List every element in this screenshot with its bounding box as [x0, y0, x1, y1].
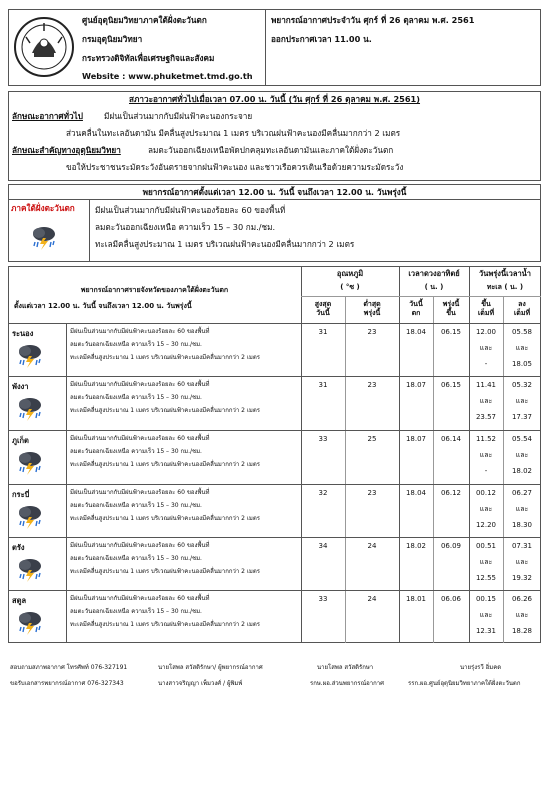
temp-header: อุณหภูมิ: [336, 269, 364, 278]
temp-unit: ( °ซ ): [340, 283, 360, 291]
region-label: ภาคใต้ฝั่งตะวันตก: [11, 203, 75, 213]
cell-high: 11.41: [475, 381, 497, 389]
head-forecast-title: รกษ.ผอ.ส่วนพยากรณ์อากาศ: [310, 680, 384, 687]
row-forecast-line: มีฝนเป็นส่วนมากกับมีฝนฟ้าคะนองร้อยละ 60 ของพื้นที่: [70, 381, 210, 388]
cell-set: 18.04: [405, 328, 427, 336]
sun-unit: ( น. ): [424, 283, 444, 291]
table-main-header-2: ตั้งแต่เวลา 12.00 น. วันนี้ จนถึงเวลา 12.00 น. วันพรุ่งนี้: [14, 302, 192, 310]
row-forecast-line: มีฝนเป็นส่วนมากกับมีฝนฟ้าคะนองร้อยละ 60 ของพื้นที่: [70, 542, 210, 549]
col-max: สูงสุด วันนี้: [314, 300, 332, 317]
cell-max: 33: [318, 435, 328, 443]
province-name: ตรัง: [12, 543, 25, 552]
cell-rise: 06.15: [440, 328, 462, 336]
issue-time: ออกประกาศเวลา 11.00 น.: [271, 34, 372, 44]
row-forecast-line: ทะเลมีคลื่นสูงประมาณ 1 เมตร บริเวณฝนฟ้าคะนองมีคลื่นมากกว่า 2 เมตร: [70, 407, 261, 414]
cell-low: และ: [515, 451, 529, 459]
header-divider: [265, 9, 266, 86]
cell-high: 23.57: [475, 413, 497, 421]
tmd-logo: [12, 13, 76, 81]
col-set: วันนี้ ตก: [409, 300, 423, 317]
cell-low: 17.37: [511, 413, 533, 421]
org-line-1: ศูนย์อุตุนิยมวิทยาภาคใต้ฝั่งตะวันตก: [82, 15, 207, 25]
cell-low: 05.32: [511, 381, 533, 389]
col-high: ขึ้น เต็มที่: [477, 300, 495, 317]
cell-low: และ: [515, 344, 529, 352]
row-forecast-line: มีฝนเป็นส่วนมากกับมีฝนฟ้าคะนองร้อยละ 60 ของพื้นที่: [70, 489, 210, 496]
weather-label: ลักษณะอากาศทั่วไป: [12, 111, 83, 121]
forecast-title: พยากรณ์อากาศประจำวัน ศุกร์ ที่ 26 ตุลาคม พ.ศ. 2561: [271, 15, 475, 25]
province-name: พังงา: [12, 382, 29, 391]
cell-high: และ: [479, 505, 493, 513]
cell-min: 23: [367, 489, 377, 497]
col-low: ลง เต็มที่: [513, 300, 531, 317]
typist-sig: นางสาวจริญญา เพ็มวงศ์ / ผู้พิมพ์: [158, 680, 243, 687]
cell-set: 18.07: [405, 381, 427, 389]
cell-rise: 06.14: [440, 435, 462, 443]
cell-high: 12.20: [475, 521, 497, 529]
cell-max: 34: [318, 542, 328, 550]
period-line-2: ลมตะวันออกเฉียงเหนือ ความเร็ว 15 – 30 กม./ชม.: [95, 222, 276, 232]
thunderstorm-icon: [16, 396, 44, 422]
row-forecast-line: ลมตะวันออกเฉียงเหนือ ความเร็ว 15 – 30 กม./ชม.: [70, 608, 202, 615]
cell-max: 33: [318, 595, 328, 603]
contact-phone: สอบถามสภาพอากาศ โทรศัพท์ 076-327191: [10, 664, 128, 671]
thunderstorm-icon: [30, 225, 58, 251]
contact-docs: ขอรับเอกสารพยากรณ์อากาศ 076-327343: [10, 680, 124, 687]
row-forecast-line: มีฝนเป็นส่วนมากกับมีฝนฟ้าคะนองร้อยละ 60 ของพื้นที่: [70, 435, 210, 442]
cell-max: 32: [318, 489, 328, 497]
cell-high: และ: [479, 344, 493, 352]
row-forecast-line: ทะเลมีคลื่นสูงประมาณ 1 เมตร บริเวณฝนฟ้าคะนองมีคลื่นมากกว่า 2 เมตร: [70, 568, 261, 575]
thunderstorm-icon: [16, 450, 44, 476]
cell-low: 05.58: [511, 328, 533, 336]
cell-low: 06.27: [511, 489, 533, 497]
cell-low: 18.30: [511, 521, 533, 529]
general-title: สภาวะอากาศทั่วไปเมื่อเวลา 07.00 น. วันนี้ (วัน ศุกร์ ที่ 26 ตุลาคม พ.ศ. 2561): [128, 94, 421, 104]
tide-sub: ทะเล ( น. ): [486, 283, 524, 291]
org-line-2: กรมอุตุนิยมวิทยา: [82, 34, 143, 44]
key-text-2: ขอให้ประชาชนระมัดระวังอันตรายจากฝนฟ้าคะนอง และชาวเรือควรเดินเรือด้วยความระมัดระวัง: [66, 162, 404, 172]
cell-rise: 06.15: [440, 381, 462, 389]
period-line-3: ทะเลมีคลื่นสูงประมาณ 1 เมตร บริเวณฝนฟ้าคะนองมีคลื่นมากกว่า 2 เมตร: [95, 239, 355, 249]
cell-low: 18.05: [511, 360, 533, 368]
thunderstorm-icon: [16, 504, 44, 530]
cell-max: 31: [318, 328, 328, 336]
cell-set: 18.01: [405, 595, 427, 603]
cell-low: 18.02: [511, 467, 533, 475]
cell-set: 18.07: [405, 435, 427, 443]
thunderstorm-icon: [16, 343, 44, 369]
org-line-3: กระทรวงดิจิทัลเพื่อเศรษฐกิจและสังคม: [82, 53, 215, 63]
website-text: Website : www.phuketmet.tmd.go.th: [82, 71, 253, 81]
cell-high: 12.00: [475, 328, 497, 336]
cell-low: และ: [515, 611, 529, 619]
cell-low: และ: [515, 397, 529, 405]
key-label: ลักษณะสำคัญทางอุตุนิยมวิทยา: [12, 145, 121, 155]
row-forecast-line: ทะเลมีคลื่นสูงประมาณ 1 เมตร บริเวณฝนฟ้าคะนองมีคลื่นมากกว่า 2 เมตร: [70, 354, 261, 361]
director-title: รรก.ผอ.ศูนย์อุตุนิยมวิทยาภาคใต้ฝั่งตะวันตก: [408, 680, 521, 687]
province-name: ภูเก็ต: [12, 436, 29, 445]
director-name: นายรุ่งรวี อิ่มคด: [460, 664, 502, 671]
cell-rise: 06.06: [440, 595, 462, 603]
province-name: ระนอง: [12, 329, 34, 338]
row-forecast-line: ทะเลมีคลื่นสูงประมาณ 1 เมตร บริเวณฝนฟ้าคะนองมีคลื่นมากกว่า 2 เมตร: [70, 515, 261, 522]
cell-high: -: [484, 467, 488, 475]
thunderstorm-icon: [16, 610, 44, 636]
weather-text-2: ส่วนคลื่นในทะเลอันดามัน มีคลื่นสูงประมาณ 1 เมตร บริเวณฝนฟ้าคะนองมีคลื่นมากกว่า 2 เมตร: [66, 128, 401, 138]
cell-low: 06.26: [511, 595, 533, 603]
cell-high: และ: [479, 397, 493, 405]
cell-set: 18.02: [405, 542, 427, 550]
weather-text: มีฝนเป็นส่วนมากกับมีฝนฟ้าคะนองกระจาย: [104, 111, 253, 121]
tide-header: วันพรุ่งนี้เวลาน้ำ: [478, 269, 532, 278]
col-rise: พรุ่งนี้ ขึ้น: [442, 300, 460, 317]
sun-header: เวลาดวงอาทิตย์: [408, 269, 460, 278]
row-forecast-line: ทะเลมีคลื่นสูงประมาณ 1 เมตร บริเวณฝนฟ้าคะนองมีคลื่นมากกว่า 2 เมตร: [70, 461, 261, 468]
cell-high: 12.31: [475, 627, 497, 635]
cell-high: 00.15: [475, 595, 497, 603]
row-forecast-line: ทะเลมีคลื่นสูงประมาณ 1 เมตร บริเวณฝนฟ้าคะนองมีคลื่นมากกว่า 2 เมตร: [70, 621, 261, 628]
cell-low: 18.28: [511, 627, 533, 635]
row-forecast-line: ลมตะวันออกเฉียงเหนือ ความเร็ว 15 – 30 กม./ชม.: [70, 502, 202, 509]
period-title-divider: [8, 199, 541, 200]
cell-high: -: [484, 360, 488, 368]
cell-high: 12.55: [475, 574, 497, 582]
forecaster-sig: นายโสพล สวัสดิรักษา/ ผู้พยากรณ์อากาศ: [158, 664, 263, 671]
cell-rise: 06.09: [440, 542, 462, 550]
period-divider: [89, 199, 90, 262]
cell-rise: 06.12: [440, 489, 462, 497]
row-forecast-line: ลมตะวันออกเฉียงเหนือ ความเร็ว 15 – 30 กม./ชม.: [70, 448, 202, 455]
thunderstorm-icon: [16, 557, 44, 583]
cell-min: 25: [367, 435, 377, 443]
cell-min: 23: [367, 381, 377, 389]
cell-high: 00.51: [475, 542, 497, 550]
cell-max: 31: [318, 381, 328, 389]
row-forecast-line: มีฝนเป็นส่วนมากกับมีฝนฟ้าคะนองร้อยละ 60 ของพื้นที่: [70, 595, 210, 602]
cell-high: และ: [479, 611, 493, 619]
cell-low: 05.54: [511, 435, 533, 443]
cell-set: 18.04: [405, 489, 427, 497]
cell-high: และ: [479, 451, 493, 459]
cell-low: 07.31: [511, 542, 533, 550]
row-forecast-line: ลมตะวันออกเฉียงเหนือ ความเร็ว 15 – 30 กม./ชม.: [70, 555, 202, 562]
cell-high: 00.12: [475, 489, 497, 497]
cell-high: 11.52: [475, 435, 497, 443]
cell-high: และ: [479, 558, 493, 566]
period-line-1: มีฝนเป็นส่วนมากกับมีฝนฟ้าคะนองร้อยละ 60 ของพื้นที่: [95, 205, 286, 215]
head-forecast-name: นายโสพล สวัสดิรักษา: [317, 664, 374, 671]
row-forecast-line: ลมตะวันออกเฉียงเหนือ ความเร็ว 15 – 30 กม./ชม.: [70, 394, 202, 401]
row-forecast-line: มีฝนเป็นส่วนมากกับมีฝนฟ้าคะนองร้อยละ 60 ของพื้นที่: [70, 328, 210, 335]
cell-min: 24: [367, 542, 377, 550]
row-forecast-line: ลมตะวันออกเฉียงเหนือ ความเร็ว 15 – 30 กม./ชม.: [70, 341, 202, 348]
cell-min: 23: [367, 328, 377, 336]
table-main-header: พยากรณ์อากาศรายจังหวัดของภาคใต้ฝั่งตะวันตก: [80, 286, 229, 294]
key-text: ลมตะวันออกเฉียงเหนือพัดปกคลุมทะเลอันดามันและภาคใต้ฝั่งตะวันตก: [148, 145, 394, 155]
period-title: พยากรณ์อากาศตั้งแต่เวลา 12.00 น. วันนี้ จนถึงเวลา 12.00 น. วันพรุ่งนี้: [142, 187, 407, 197]
cell-low: 19.32: [511, 574, 533, 582]
province-name: สตูล: [12, 596, 27, 605]
cell-min: 24: [367, 595, 377, 603]
province-name: กระบี่: [12, 490, 30, 499]
cell-low: และ: [515, 505, 529, 513]
cell-low: และ: [515, 558, 529, 566]
col-min: ต่ำสุด พรุ่งนี้: [363, 300, 381, 317]
